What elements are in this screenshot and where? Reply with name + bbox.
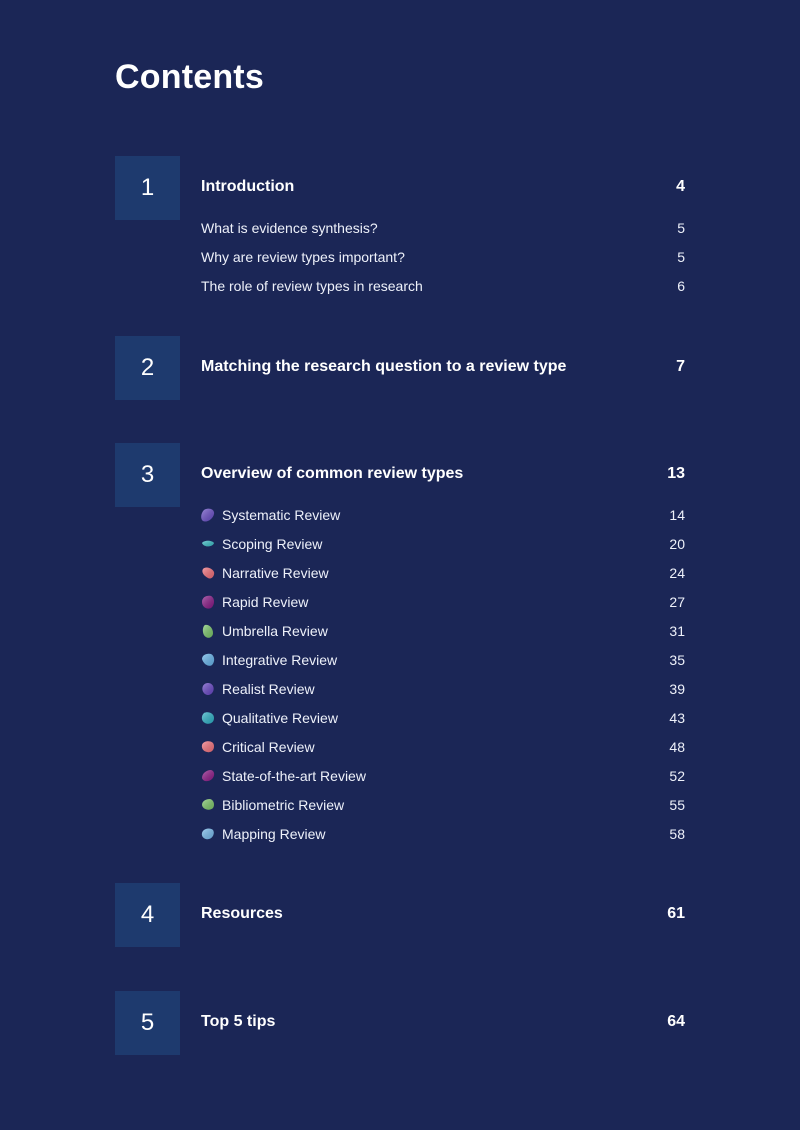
entry-page-number: 5 (677, 249, 685, 265)
section-page-number: 13 (667, 465, 685, 482)
magenta-blob-icon (201, 595, 215, 609)
entry-label: Narrative Review (222, 565, 329, 581)
entry-page-number: 20 (669, 536, 685, 552)
entry-page-number: 52 (669, 768, 685, 784)
entry-label: Umbrella Review (222, 623, 328, 639)
entry-label: Mapping Review (222, 826, 326, 842)
entry-label: Rapid Review (222, 594, 309, 610)
review-type-entry[interactable] (201, 737, 685, 766)
review-type-entry[interactable] (201, 621, 685, 650)
page-title: Contents (115, 58, 264, 96)
toc-section-heading[interactable] (201, 178, 685, 198)
review-type-entry[interactable] (201, 563, 685, 592)
toc-section-heading[interactable] (201, 905, 685, 925)
review-type-entry[interactable] (201, 505, 685, 534)
entry-label: Critical Review (222, 739, 315, 755)
entry-label: State-of-the-art Review (222, 768, 366, 784)
coral-blob-icon (201, 566, 215, 580)
section-page-number: 7 (676, 358, 685, 375)
entry-label: Scoping Review (222, 536, 323, 552)
entry-page-number: 48 (669, 739, 685, 755)
review-type-entry[interactable] (201, 708, 685, 737)
toc-entry[interactable] (201, 276, 685, 305)
section-title: Top 5 tips (201, 1013, 276, 1030)
section-page-number: 61 (667, 905, 685, 922)
lime-blob-icon (201, 798, 215, 812)
section-number-box: 5 (115, 991, 180, 1055)
section-title: Introduction (201, 178, 295, 195)
section-number-box: 1 (115, 156, 180, 220)
section-number-box: 2 (115, 336, 180, 400)
pink-blob-icon (201, 740, 215, 754)
entry-page-number: 27 (669, 594, 685, 610)
entry-page-number: 43 (669, 710, 685, 726)
review-type-entry[interactable] (201, 766, 685, 795)
review-type-entry[interactable] (201, 592, 685, 621)
subsection-list (201, 218, 685, 305)
review-type-entry[interactable] (201, 824, 685, 853)
entry-label: Integrative Review (222, 652, 338, 668)
review-type-entry[interactable] (201, 795, 685, 824)
entry-page-number: 31 (669, 623, 685, 639)
review-type-entry[interactable] (201, 679, 685, 708)
section-title: Resources (201, 905, 283, 922)
section-number-box: 4 (115, 883, 180, 947)
green-blob-icon (201, 624, 215, 638)
entry-page-number: 6 (677, 278, 685, 294)
section-title: Matching the research question to a review type (201, 358, 567, 375)
review-type-entry[interactable] (201, 534, 685, 563)
entry-label: Realist Review (222, 681, 315, 697)
entry-page-number: 5 (677, 220, 685, 236)
plum-blob-icon (201, 769, 215, 783)
sky-blob-icon (201, 653, 215, 667)
light-blue-blob-icon (201, 827, 215, 841)
entry-label: The role of review types in research (201, 278, 423, 294)
toc-section-heading[interactable] (201, 1013, 685, 1033)
section-number-box: 3 (115, 443, 180, 507)
entry-label: Systematic Review (222, 507, 341, 523)
review-type-list (201, 505, 685, 853)
entry-page-number: 14 (669, 507, 685, 523)
entry-label: Bibliometric Review (222, 797, 345, 813)
entry-page-number: 39 (669, 681, 685, 697)
entry-page-number: 24 (669, 565, 685, 581)
section-title: Overview of common review types (201, 465, 464, 482)
entry-label: Qualitative Review (222, 710, 338, 726)
toc-entry[interactable] (201, 218, 685, 247)
toc-section-heading[interactable] (201, 465, 685, 485)
teal-blob-icon (201, 537, 215, 551)
toc-section-heading[interactable] (201, 358, 685, 378)
entry-label: Why are review types important? (201, 249, 405, 265)
section-page-number: 64 (667, 1013, 685, 1030)
teal-blue-blob-icon (201, 711, 215, 725)
section-page-number: 4 (676, 178, 685, 195)
entry-page-number: 58 (669, 826, 685, 842)
entry-label: What is evidence synthesis? (201, 220, 378, 236)
purple-blob-icon (201, 508, 215, 522)
entry-page-number: 55 (669, 797, 685, 813)
review-type-entry[interactable] (201, 650, 685, 679)
violet-blob-icon (201, 682, 215, 696)
toc-entry[interactable] (201, 247, 685, 276)
entry-page-number: 35 (669, 652, 685, 668)
